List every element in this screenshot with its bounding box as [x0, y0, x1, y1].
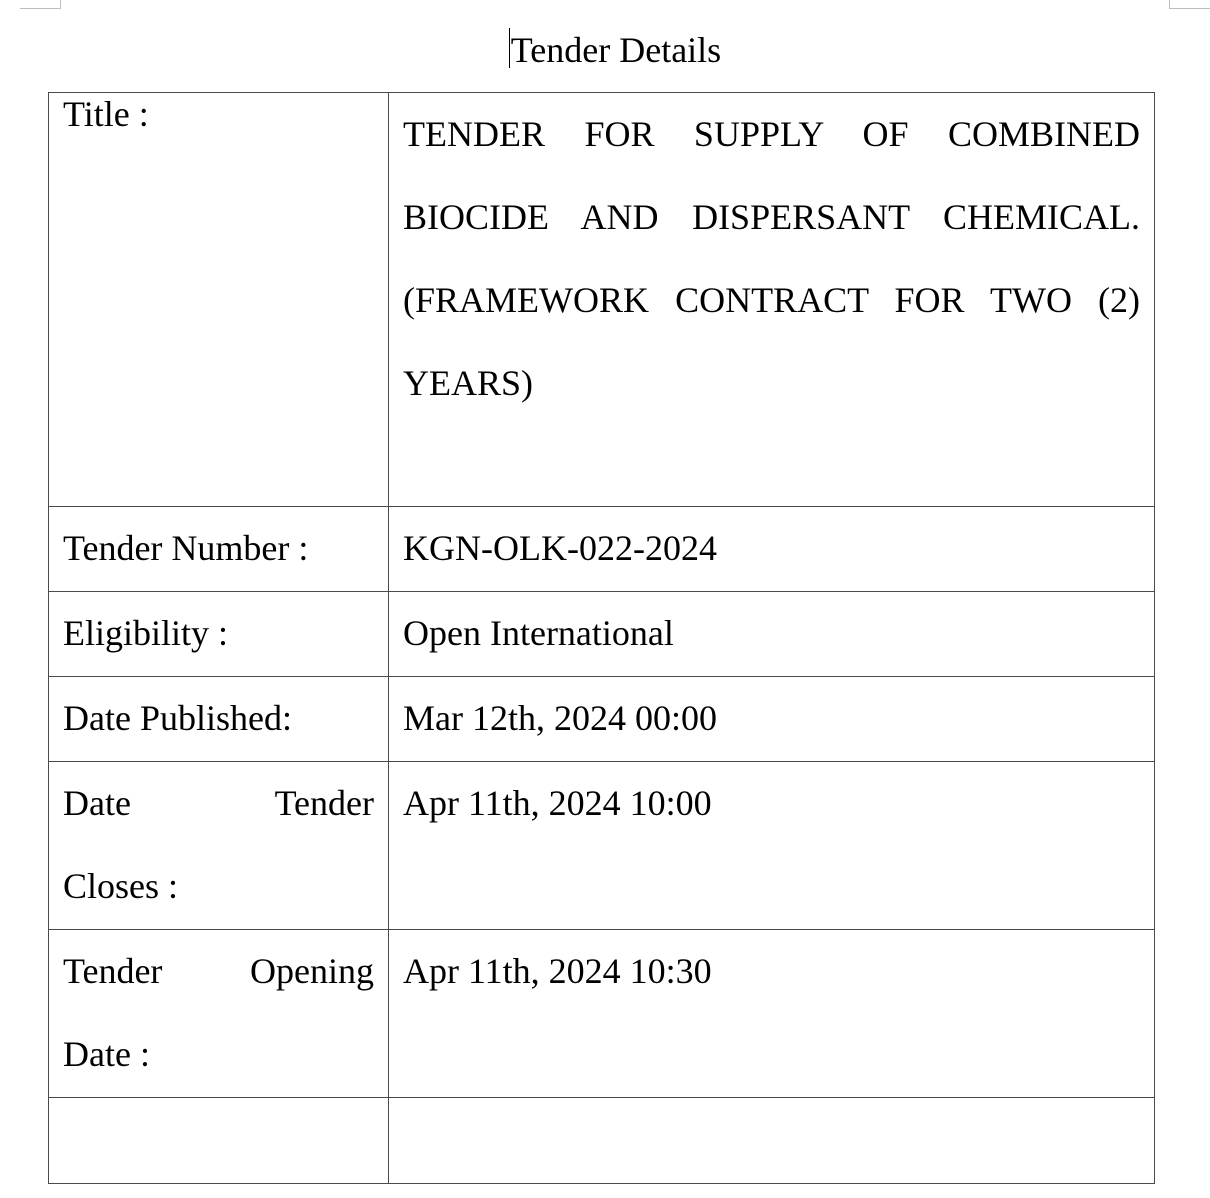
label-cell-date-published [49, 677, 389, 762]
value-tender-opening-date: Apr 11th, 2024 10:30 [403, 951, 712, 991]
label-date-published: Date Published: [63, 698, 292, 738]
title-line-4: YEARS) [403, 363, 534, 403]
label-cell-title [49, 93, 389, 507]
title-line-2: BIOCIDE AND DISPERSANT CHEMICAL. [403, 197, 1140, 237]
document-heading-text: Tender Details [510, 30, 722, 70]
label-tender-opening-date-line-2: Date : [63, 1034, 150, 1074]
value-cell-eligibility [389, 592, 1155, 677]
title-line-3: (FRAMEWORK CONTRACT FOR TWO (2) [403, 280, 1140, 320]
label-date-tender-closes-line-1: Date Tender [63, 783, 374, 823]
label-cell-eligibility [49, 592, 389, 677]
label-date-tender-closes-line-2: Closes : [63, 866, 179, 906]
value-cell-date-published [389, 677, 1155, 762]
value-tender-number: KGN-OLK-022-2024 [403, 528, 717, 568]
value-date-tender-closes: Apr 11th, 2024 10:00 [403, 783, 712, 823]
table-row-date-published [49, 677, 1155, 762]
label-title: Title : [63, 94, 149, 134]
value-eligibility: Open International [403, 613, 674, 653]
label-eligibility: Eligibility : [63, 613, 229, 653]
label-cell-date-tender-closes [49, 762, 389, 930]
label-cell-empty [49, 1098, 389, 1184]
table-row-date-tender-closes [49, 762, 1155, 930]
table-row-eligibility [49, 592, 1155, 677]
table-row-tender-number [49, 507, 1155, 592]
tender-details-table [48, 92, 1155, 1184]
label-cell-tender-opening-date [49, 930, 389, 1098]
label-tender-number: Tender Number : [63, 528, 309, 568]
value-cell-date-tender-closes [389, 762, 1155, 930]
value-cell-tender-opening-date [389, 930, 1155, 1098]
table-row-title [49, 93, 1155, 507]
table-row-tender-opening-date [49, 930, 1155, 1098]
value-cell-empty [389, 1098, 1155, 1184]
label-cell-tender-number [49, 507, 389, 592]
title-line-1: TENDER FOR SUPPLY OF COMBINED [403, 114, 1140, 154]
value-date-published: Mar 12th, 2024 00:00 [403, 698, 717, 738]
page-corner-marker-right [1169, 0, 1210, 9]
value-cell-title [389, 93, 1155, 507]
page-corner-marker-left [20, 0, 61, 9]
table-row-empty [49, 1098, 1155, 1184]
document-heading [0, 28, 1210, 72]
text-cursor [509, 28, 510, 68]
label-tender-opening-date-line-1: Tender Opening [63, 951, 374, 991]
value-cell-tender-number [389, 507, 1155, 592]
